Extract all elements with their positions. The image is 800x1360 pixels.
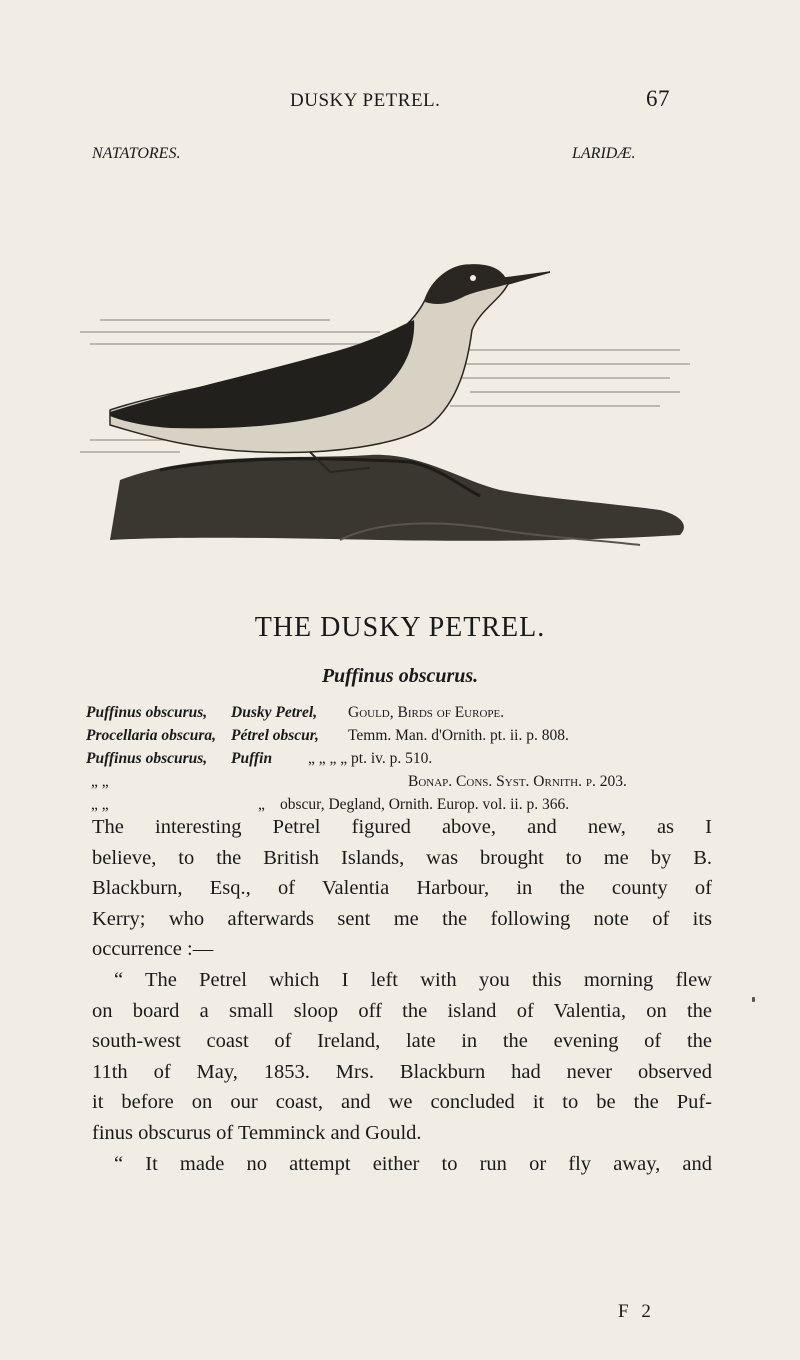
synonym-reference: obscur, Degland, Ornith. Europ. vol. ii. p. 366. [280,796,570,813]
running-title: DUSKY PETREL. [290,90,441,111]
signature-mark: F 2 [618,1301,655,1322]
synonymy-row [86,704,726,727]
petrel-illustration-icon [80,240,700,580]
synonym-common: „ [258,796,265,813]
margin-speck [752,997,755,1002]
order-label: NATATORES. [92,145,181,162]
text-line: occurrence :— [92,938,214,961]
text-line: “ It made no attempt either to run or fly away, and [114,1152,712,1175]
synonym-name: „ „ [91,796,109,813]
text-line: 11th of May, 1853. Mrs. Blackburn had never observed [92,1060,712,1083]
synonymy-row [86,727,726,750]
text-line: The interesting Petrel figured above, and new, as I [92,816,712,838]
text-line: Blackburn, Esq., of Valentia Harbour, in the county of [92,877,712,900]
plate-subtitle: Puffinus obscurus. [321,665,479,687]
synonym-name: Puffinus obscurus, [86,704,208,721]
synonym-name: Puffinus obscurus, [86,750,208,767]
text-line: “ The Petrel which I left with you this morning flew [114,968,712,991]
text-line: it before on our coast, and we concluded it to be the Puf- [92,1091,712,1114]
synonym-name: Procellaria obscura, [86,727,217,744]
synonymy-row [86,750,726,773]
page-number: 67 [646,86,670,111]
text-line: south-west coast of Ireland, late in the evening of the [92,1030,712,1053]
synonym-common: Dusky Petrel, [231,704,318,721]
body-text [92,812,712,1179]
synonym-common: Puffin [231,750,273,767]
synonym-common: Pétrel obscur, [231,727,319,744]
text-line: finus obscurus of Temminck and Gould. [92,1121,422,1144]
synonym-reference: Bonap. Cons. Syst. Ornith. p. 203. [408,773,627,790]
text-line: believe, to the British Islands, was brought to me by B. [92,846,712,869]
text-line: Kerry; who afterwards sent me the following note of its [92,907,712,930]
synonym-reference: „ „ „ „ pt. iv. p. 510. [308,750,433,767]
synonymy-list [86,704,726,819]
text-line: on board a small sloop off the island of Valentia, on the [92,999,712,1022]
synonym-reference: Gould, Birds of Europe. [348,704,505,721]
plate-title: THE DUSKY PETREL. [254,612,546,643]
synonym-reference: Temm. Man. d'Ornith. pt. ii. p. 808. [348,727,569,744]
synonym-name: „ „ [91,773,109,790]
family-label: LARIDÆ. [572,145,636,162]
synonymy-row [86,773,726,796]
